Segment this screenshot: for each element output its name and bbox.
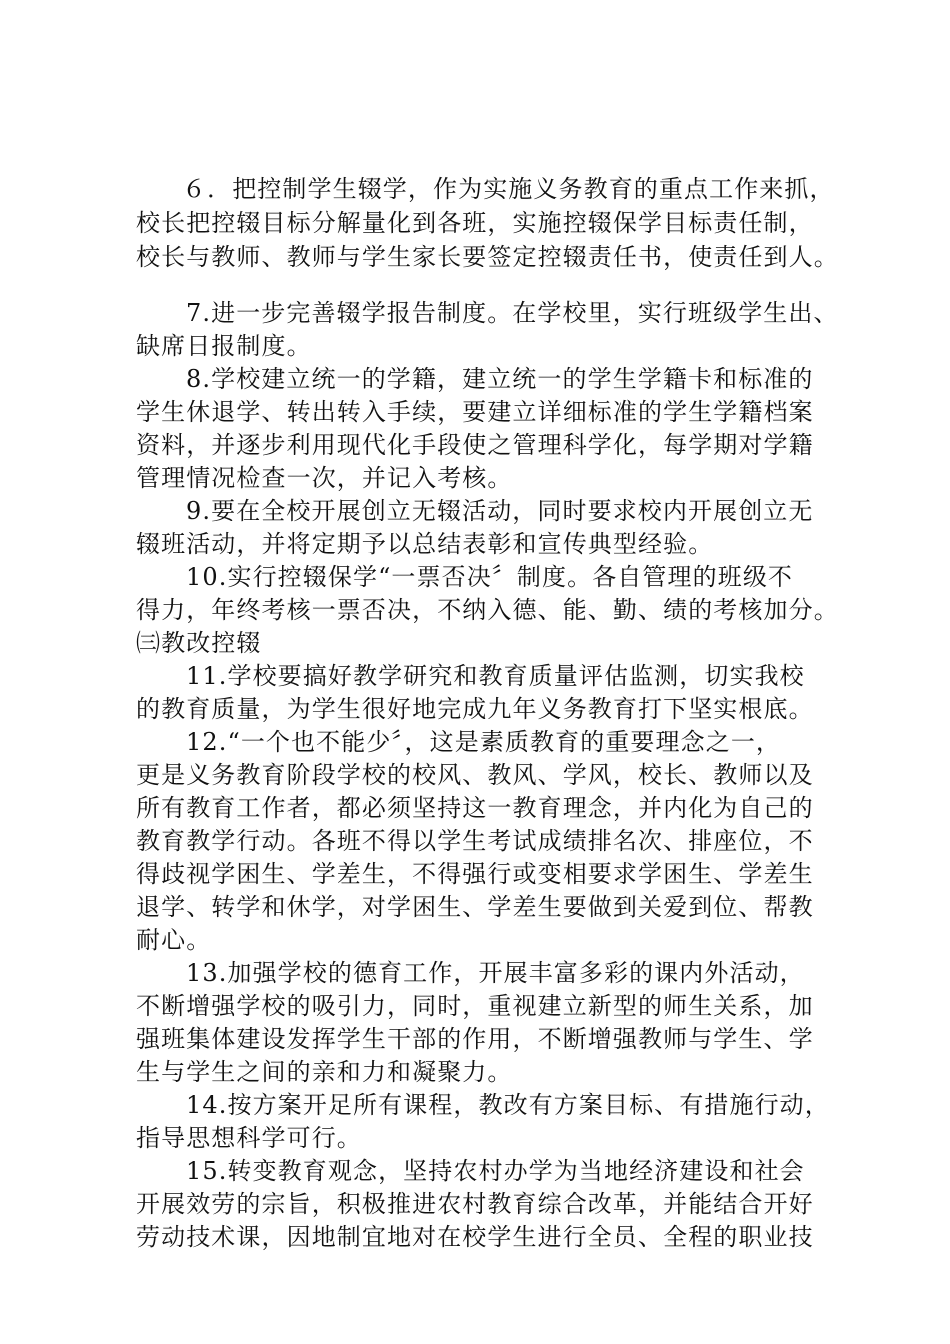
paragraph-10-line-2: 得力，年终考核一票否决，不纳入德、能、勤、绩的考核加分。 [136, 596, 839, 624]
paragraph-13-line-4: 生与学生之间的亲和力和凝聚力。 [136, 1058, 513, 1086]
paragraph-6-line-2: 校长把控辍目标分解量化到各班，实施控辍保学目标责任制， [136, 209, 814, 237]
paragraph-11-line-2: 的教育质量，为学生很好地完成九年义务教育打下坚实根底。 [136, 695, 814, 723]
paragraph-12-line-2: 更是义务教育阶段学校的校风、教风、学风，校长、教师以及 [136, 761, 814, 789]
paragraph-13-line-2: 不断增强学校的吸引力，同时，重视建立新型的师生关系，加 [136, 992, 814, 1020]
paragraph-12-line-4: 教育教学行动。各班不得以学生考试成绩排名次、排座位，不 [136, 827, 814, 855]
paragraph-8-line-2: 学生休退学、转出转入手续，要建立详细标准的学生学籍档案 [136, 398, 814, 426]
paragraph-6-line-1: ６．把控制学生辍学，作为实施义务教育的重点工作来抓， [182, 175, 835, 203]
paragraph-12-line-3: 所有教育工作者，都必须坚持这一教育理念，并内化为自己的 [136, 794, 814, 822]
paragraph-12-line-5: 得歧视学困生、学差生，不得强行或变相要求学困生、学差生 [136, 860, 814, 888]
paragraph-9-line-1: 9.要在全校开展创立无辍活动，同时要求校内开展创立无 [186, 497, 814, 525]
paragraph-9-line-2: 辍班活动，并将定期予以总结表彰和宣传典型经验。 [136, 530, 714, 558]
paragraph-8-line-4: 管理情况检查一次，并记入考核。 [136, 464, 513, 492]
paragraph-15-line-3: 劳动技术课，因地制宜地对在校学生进行全员、全程的职业技 [136, 1223, 814, 1251]
paragraph-8-line-3: 资料，并逐步利用现代化手段使之管理科学化，每学期对学籍 [136, 431, 814, 459]
paragraph-14-line-1: 14.按方案开足所有课程，教改有方案目标、有措施行动， [186, 1091, 830, 1119]
paragraph-10-line-1: 10.实行控辍保学“一票否决〞制度。各自管理的班级不 [186, 563, 794, 591]
paragraph-15-line-2: 开展效劳的宗旨，积极推进农村教育综合改革，并能结合开好 [136, 1190, 814, 1218]
paragraph-7-line-2: 缺席日报制度。 [136, 332, 312, 360]
paragraph-11-line-1: 11.学校要搞好教学研究和教育质量评估监测，切实我校 [186, 662, 805, 690]
paragraph-15-line-1: 15.转变教育观念，坚持农村办学为当地经济建设和社会 [186, 1157, 805, 1185]
paragraph-12-line-7: 耐心。 [136, 926, 212, 954]
paragraph-6-line-3: 校长与教师、教师与学生家长要签定控辍责任书，使责任到人。 [136, 243, 839, 271]
paragraph-7-line-1: 7.进一步完善辍学报告制度。在学校里，实行班级学生出、 [186, 299, 839, 327]
paragraph-13-line-3: 强班集体建设发挥学生干部的作用，不断增强教师与学生、学 [136, 1025, 814, 1053]
section-heading: ㈢教改控辍 [136, 629, 262, 657]
paragraph-8-line-1: 8.学校建立统一的学籍，建立统一的学生学籍卡和标准的 [186, 365, 814, 393]
paragraph-13-line-1: 13.加强学校的德育工作，开展丰富多彩的课内外活动， [186, 959, 805, 987]
paragraph-14-line-2: 指导思想科学可行。 [136, 1124, 362, 1152]
paragraph-12-line-1: 12.“一个也不能少〞，这是素质教育的重要理念之一， [186, 728, 782, 756]
paragraph-12-line-6: 退学、转学和休学，对学困生、学差生要做到关爱到位、帮教 [136, 893, 814, 921]
